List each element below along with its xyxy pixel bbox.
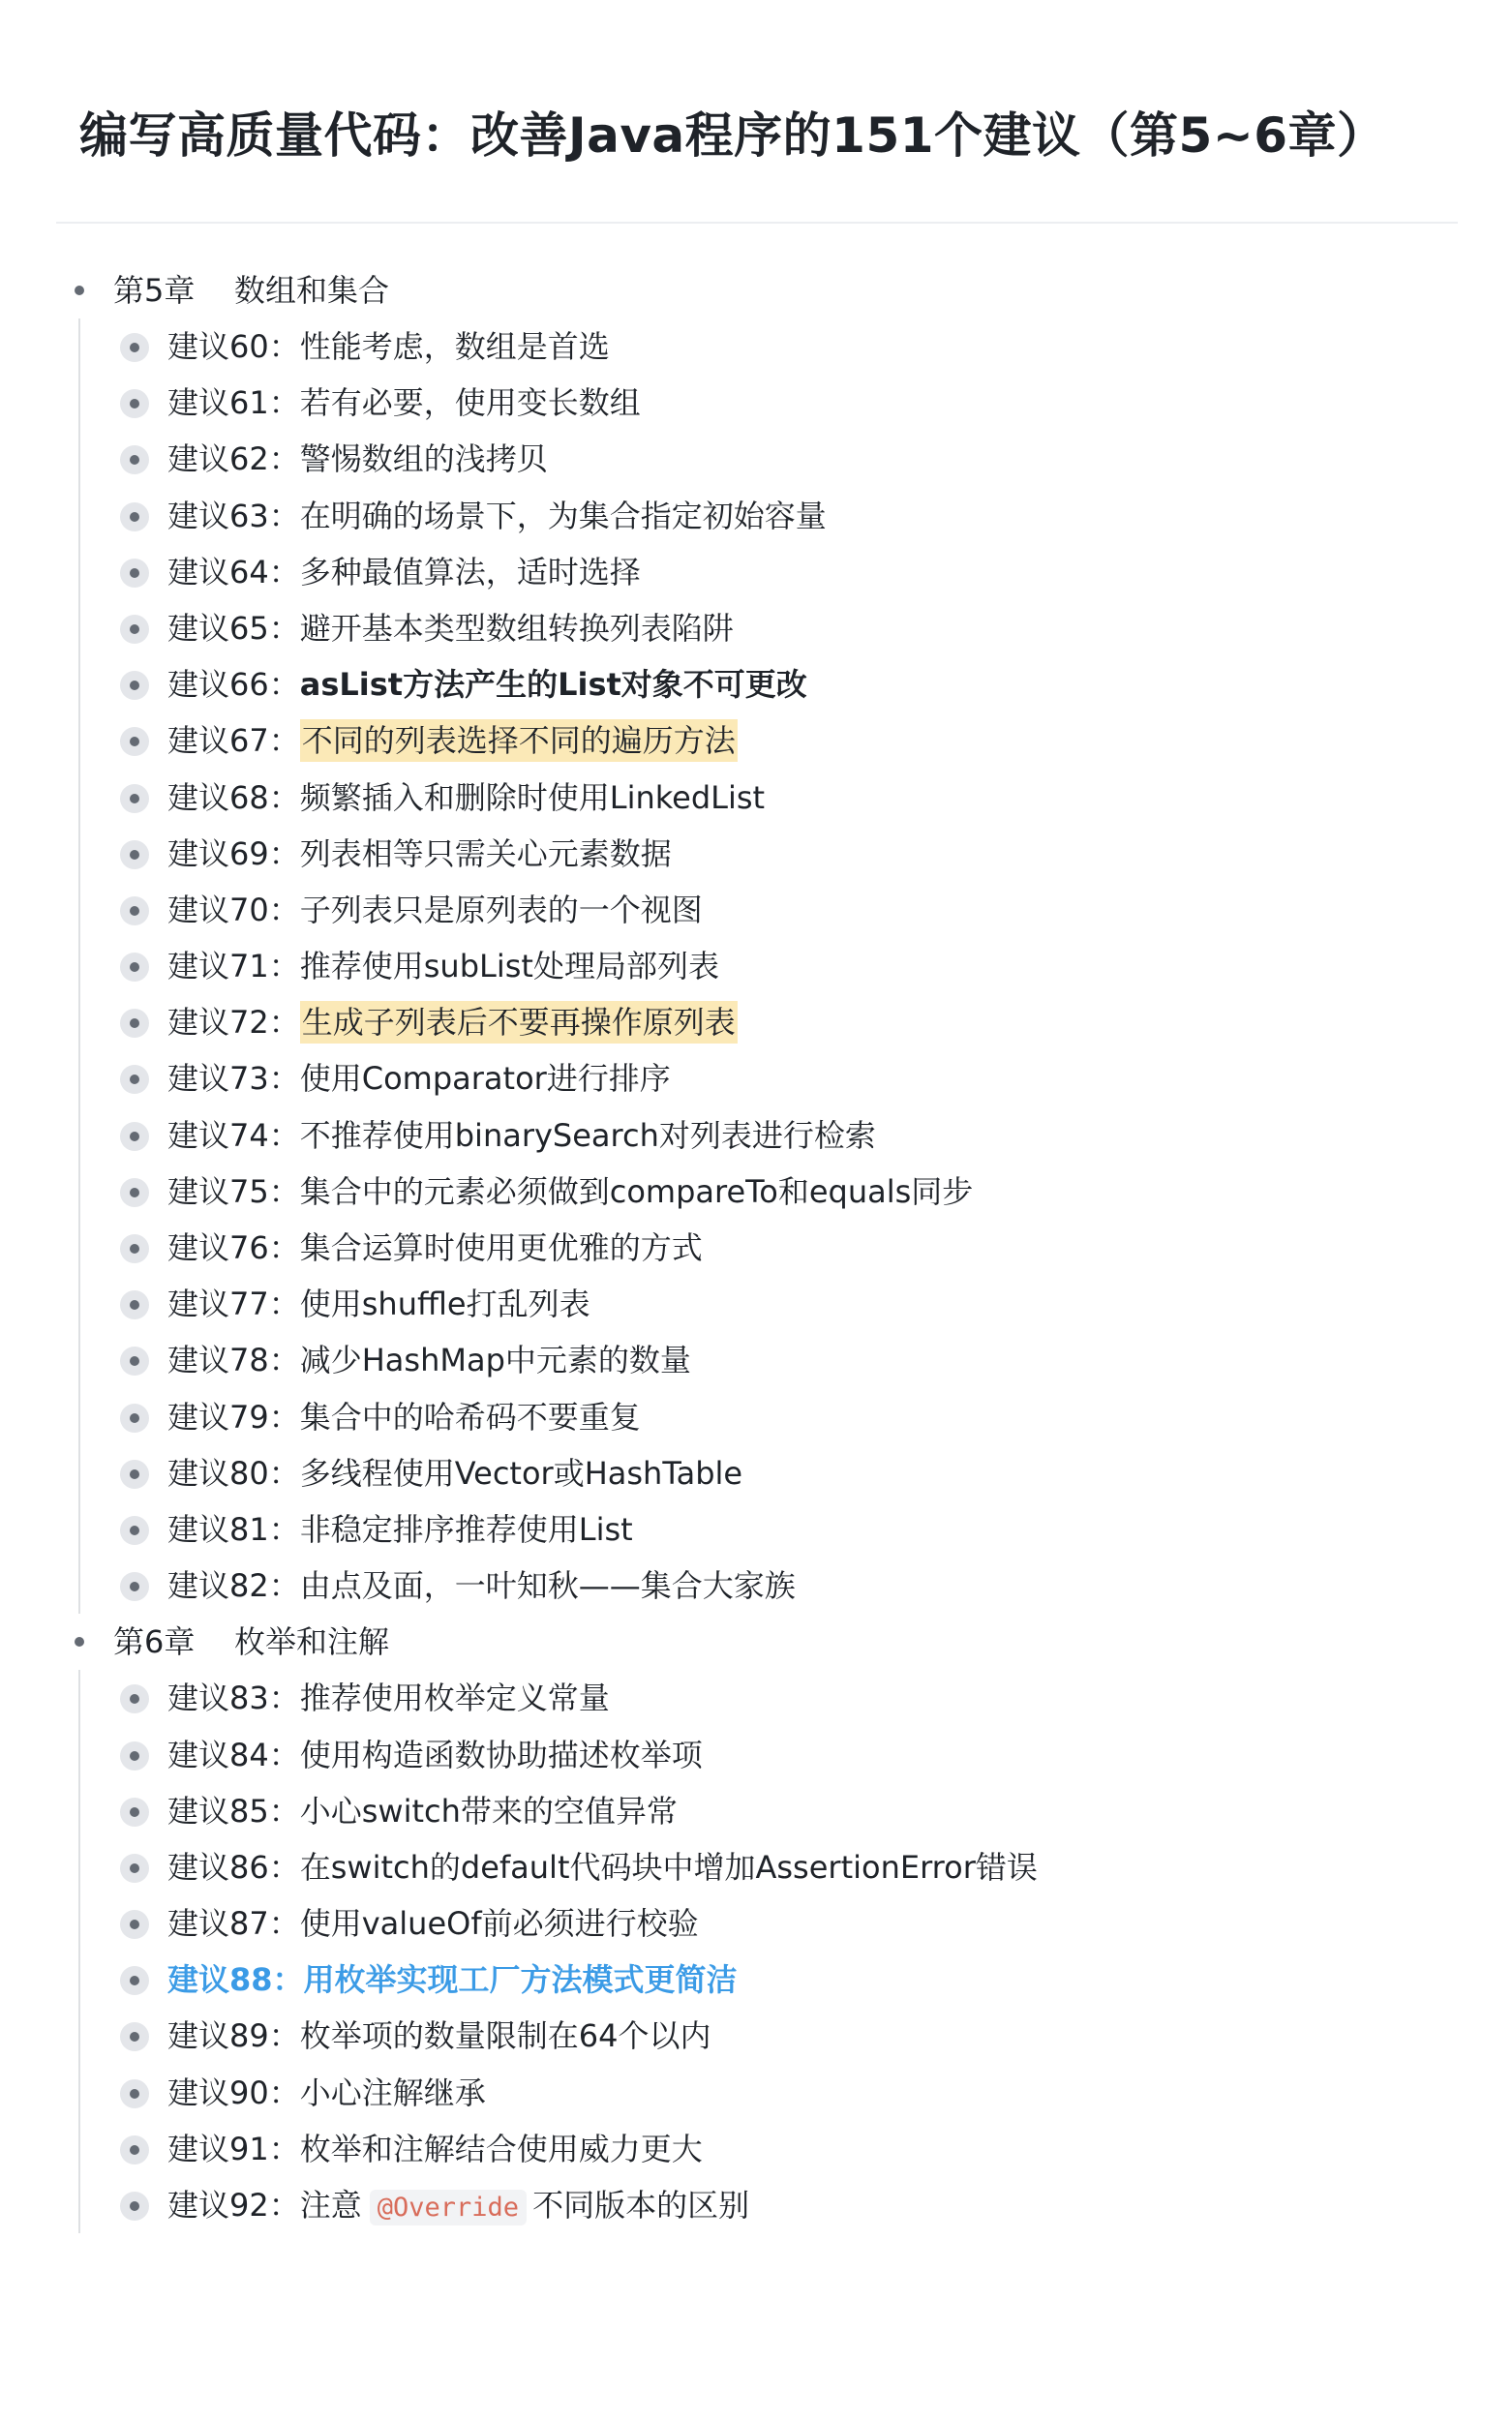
- item-title: asList方法产生的List对象不可更改: [299, 666, 807, 704]
- item-text: [167, 1220, 703, 1276]
- item-title: 使用Comparator进行排序: [299, 1060, 671, 1098]
- item-title: 频繁插入和删除时使用LinkedList: [299, 778, 766, 816]
- item-title: 用枚举实现工厂方法模式更简洁: [303, 1961, 738, 1999]
- item-text: [167, 2065, 486, 2121]
- chapter-label: 第5章 数组和集合: [113, 272, 390, 309]
- item-text: [167, 994, 738, 1050]
- inline-code: @Override: [370, 2190, 527, 2225]
- list-item[interactable]: [0, 1670, 1512, 1726]
- collapsed-bullet-icon[interactable]: [120, 1122, 149, 1151]
- item-text: [167, 1670, 610, 1726]
- chapter-label: 第6章 枚举和注解: [113, 1623, 390, 1661]
- item-number: 建议78：: [167, 1342, 300, 1379]
- item-number: 建议87：: [167, 1905, 300, 1943]
- item-title-suffix: 不同版本的区别: [532, 2187, 750, 2224]
- collapsed-bullet-icon[interactable]: [120, 1572, 149, 1601]
- item-number: 建议72：: [167, 1004, 300, 1042]
- item-number: 建议75：: [167, 1172, 300, 1210]
- item-text: [167, 1501, 633, 1558]
- item-text: [167, 1276, 590, 1332]
- item-number: 建议66：: [167, 666, 300, 704]
- chapter-heading[interactable]: [0, 1614, 1512, 1670]
- collapsed-bullet-icon[interactable]: [120, 389, 149, 418]
- collapsed-bullet-icon[interactable]: [120, 1684, 149, 1713]
- collapsed-bullet-icon[interactable]: [120, 1966, 149, 1995]
- collapsed-bullet-icon[interactable]: [120, 333, 149, 362]
- item-number: 建议85：: [167, 1792, 300, 1830]
- list-item[interactable]: [0, 1220, 1512, 1276]
- list-item[interactable]: [0, 488, 1512, 544]
- item-number: 建议86：: [167, 1848, 300, 1886]
- item-text: [167, 600, 734, 656]
- item-title: 多线程使用Vector或HashTable: [299, 1454, 743, 1492]
- item-text: [167, 1389, 641, 1445]
- item-title: 使用valueOf前必须进行校验: [299, 1905, 699, 1943]
- item-title: 在明确的场景下，为集合指定初始容量: [299, 497, 827, 534]
- item-text: [167, 1050, 671, 1106]
- list-item[interactable]: [0, 1164, 1512, 1220]
- item-number: 建议92：: [167, 2187, 300, 2224]
- item-title: 注意: [299, 2187, 362, 2224]
- item-title: 子列表只是原列表的一个视图: [299, 891, 703, 928]
- item-title: 性能考虑，数组是首选: [299, 328, 610, 365]
- list-item[interactable]: [0, 1445, 1512, 1501]
- item-text: [167, 375, 641, 431]
- list-item[interactable]: [0, 1895, 1512, 1952]
- item-title: 集合中的哈希码不要重复: [299, 1398, 641, 1436]
- item-number: 建议65：: [167, 609, 300, 647]
- item-number: 建议60：: [167, 328, 300, 365]
- item-number: 建议82：: [167, 1567, 300, 1605]
- list-item[interactable]: [0, 2008, 1512, 2064]
- item-text: [167, 1558, 796, 1614]
- item-number: 建议81：: [167, 1510, 300, 1548]
- item-title: 避开基本类型数组转换列表陷阱: [299, 609, 734, 647]
- item-number: 建议67：: [167, 722, 300, 760]
- item-title: 使用构造函数协助描述枚举项: [299, 1736, 703, 1773]
- item-number: 建议91：: [167, 2130, 300, 2167]
- bullet-dot-icon[interactable]: [75, 1637, 84, 1647]
- item-title: 枚举和注解结合使用威力更大: [299, 2130, 703, 2167]
- item-text: [167, 544, 641, 600]
- list-item[interactable]: [0, 1558, 1512, 1614]
- list-item[interactable]: [0, 994, 1512, 1050]
- chapter-section: [0, 1614, 1512, 2233]
- list-item[interactable]: [0, 1276, 1512, 1332]
- item-number: 建议61：: [167, 384, 300, 422]
- collapsed-bullet-icon[interactable]: [120, 784, 149, 813]
- collapsed-bullet-icon[interactable]: [120, 727, 149, 756]
- item-number: 建议76：: [167, 1229, 300, 1266]
- collapsed-bullet-icon[interactable]: [120, 1460, 149, 1489]
- item-number: 建议90：: [167, 2074, 300, 2111]
- collapsed-bullet-icon[interactable]: [120, 559, 149, 588]
- item-number: 建议70：: [167, 891, 300, 928]
- item-title: 若有必要，使用变长数组: [299, 384, 641, 422]
- item-title: 警惕数组的浅拷贝: [299, 440, 548, 478]
- item-number: 建议89：: [167, 2017, 300, 2055]
- item-number: 建议80：: [167, 1454, 300, 1492]
- item-title: 多种最值算法，适时选择: [299, 553, 641, 590]
- item-title: 不推荐使用binarySearch对列表进行检索: [299, 1116, 876, 1154]
- item-text: [167, 1107, 876, 1164]
- item-title: 小心注解继承: [299, 2074, 486, 2111]
- collapsed-bullet-icon[interactable]: [120, 1065, 149, 1094]
- item-number: 建议88：: [167, 1961, 304, 1999]
- list-item[interactable]: [0, 1050, 1512, 1106]
- title-divider: [56, 222, 1458, 224]
- list-item[interactable]: [0, 1389, 1512, 1445]
- chapter-section: [0, 262, 1512, 1614]
- item-number: 建议64：: [167, 553, 300, 590]
- chapter-item-list: [0, 1670, 1512, 2233]
- item-title: 小心switch带来的空值异常: [299, 1792, 678, 1830]
- item-number: 建议83：: [167, 1680, 300, 1717]
- list-item[interactable]: [0, 1727, 1512, 1783]
- list-item[interactable]: [0, 938, 1512, 994]
- chapter-heading[interactable]: [0, 262, 1512, 318]
- list-item[interactable]: [0, 712, 1512, 769]
- list-item[interactable]: [0, 882, 1512, 938]
- list-item[interactable]: [0, 600, 1512, 656]
- chapter-item-list: [0, 318, 1512, 1614]
- outline-list: [0, 262, 1512, 2233]
- item-text: [167, 1895, 699, 1952]
- item-text: [167, 656, 807, 712]
- item-title: 枚举项的数量限制在64个以内: [299, 2017, 711, 2055]
- item-title: 生成子列表后不要再操作原列表: [300, 1001, 738, 1044]
- item-number: 建议84：: [167, 1736, 300, 1773]
- list-item[interactable]: [0, 1952, 1512, 2008]
- list-item[interactable]: [0, 431, 1512, 487]
- collapsed-bullet-icon[interactable]: [120, 615, 149, 644]
- item-title: 不同的列表选择不同的遍历方法: [300, 719, 738, 762]
- item-text: [167, 1727, 703, 1783]
- item-title: 集合运算时使用更优雅的方式: [299, 1229, 703, 1266]
- collapsed-bullet-icon[interactable]: [120, 1009, 149, 1038]
- item-text: [167, 1839, 1038, 1895]
- list-item[interactable]: [0, 544, 1512, 600]
- item-title: 在switch的default代码块中增加AssertionError错误: [299, 1848, 1038, 1886]
- collapsed-bullet-icon[interactable]: [120, 2135, 149, 2165]
- collapsed-bullet-icon[interactable]: [120, 1290, 149, 1319]
- collapsed-bullet-icon[interactable]: [120, 1178, 149, 1207]
- item-text: [167, 2177, 749, 2236]
- item-title: 使用shuffle打乱列表: [299, 1286, 590, 1323]
- list-item[interactable]: [0, 1107, 1512, 1164]
- list-item[interactable]: [0, 1839, 1512, 1895]
- item-title: 集合中的元素必须做到compareTo和equals同步: [299, 1172, 974, 1210]
- list-item[interactable]: [0, 1783, 1512, 1839]
- list-item[interactable]: [0, 318, 1512, 375]
- item-title: 推荐使用subList处理局部列表: [299, 948, 719, 985]
- item-text: [167, 431, 548, 487]
- collapsed-bullet-icon[interactable]: [120, 1516, 149, 1545]
- list-item[interactable]: [0, 656, 1512, 712]
- item-title: 非稳定排序推荐使用List: [299, 1510, 633, 1548]
- item-text: [167, 770, 765, 826]
- item-text: [167, 826, 672, 882]
- item-text: [167, 2008, 711, 2064]
- collapsed-bullet-icon[interactable]: [120, 1798, 149, 1827]
- item-text: [167, 712, 738, 769]
- item-text: [167, 2121, 703, 2177]
- item-number: 建议77：: [167, 1286, 300, 1323]
- item-number: 建议69：: [167, 834, 300, 872]
- item-text: [167, 488, 827, 544]
- list-item[interactable]: [0, 1332, 1512, 1388]
- collapsed-bullet-icon[interactable]: [120, 671, 149, 700]
- collapsed-bullet-icon[interactable]: [120, 953, 149, 982]
- item-title: 列表相等只需关心元素数据: [299, 834, 672, 872]
- collapsed-bullet-icon[interactable]: [120, 1741, 149, 1771]
- item-text: [167, 882, 703, 938]
- bullet-dot-icon[interactable]: [75, 286, 84, 295]
- collapsed-bullet-icon[interactable]: [120, 2079, 149, 2108]
- item-number: 建议79：: [167, 1398, 300, 1436]
- collapsed-bullet-icon[interactable]: [120, 502, 149, 531]
- item-title: 减少HashMap中元素的数量: [299, 1342, 691, 1379]
- collapsed-bullet-icon[interactable]: [120, 445, 149, 474]
- collapsed-bullet-icon[interactable]: [120, 1854, 149, 1883]
- list-item[interactable]: [0, 1501, 1512, 1558]
- collapsed-bullet-icon[interactable]: [120, 896, 149, 925]
- collapsed-bullet-icon[interactable]: [120, 1347, 149, 1376]
- item-text: [167, 1783, 678, 1839]
- collapsed-bullet-icon[interactable]: [120, 2022, 149, 2051]
- item-text: [167, 1332, 691, 1388]
- item-text: [167, 938, 719, 994]
- collapsed-bullet-icon[interactable]: [120, 1910, 149, 1939]
- list-item[interactable]: [0, 2065, 1512, 2121]
- list-item[interactable]: [0, 770, 1512, 826]
- collapsed-bullet-icon[interactable]: [120, 1404, 149, 1433]
- item-number: 建议74：: [167, 1116, 300, 1154]
- item-link[interactable]: [167, 1952, 738, 2008]
- list-item[interactable]: [0, 2121, 1512, 2177]
- list-item[interactable]: [0, 2177, 1512, 2233]
- item-text: [167, 1445, 742, 1501]
- collapsed-bullet-icon[interactable]: [120, 1234, 149, 1263]
- list-item[interactable]: [0, 375, 1512, 431]
- item-number: 建议68：: [167, 778, 300, 816]
- item-number: 建议62：: [167, 440, 300, 478]
- item-title: 由点及面，一叶知秋——集合大家族: [299, 1567, 796, 1605]
- collapsed-bullet-icon[interactable]: [120, 840, 149, 869]
- item-number: 建议73：: [167, 1060, 300, 1098]
- item-number: 建议71：: [167, 948, 300, 985]
- collapsed-bullet-icon[interactable]: [120, 2192, 149, 2221]
- page-title: 编写高质量代码：改善Java程序的151个建议（第5~6章）: [79, 107, 1386, 164]
- item-text: [167, 318, 610, 375]
- item-number: 建议63：: [167, 497, 300, 534]
- list-item[interactable]: [0, 826, 1512, 882]
- item-text: [167, 1164, 973, 1220]
- item-title: 推荐使用枚举定义常量: [299, 1680, 610, 1717]
